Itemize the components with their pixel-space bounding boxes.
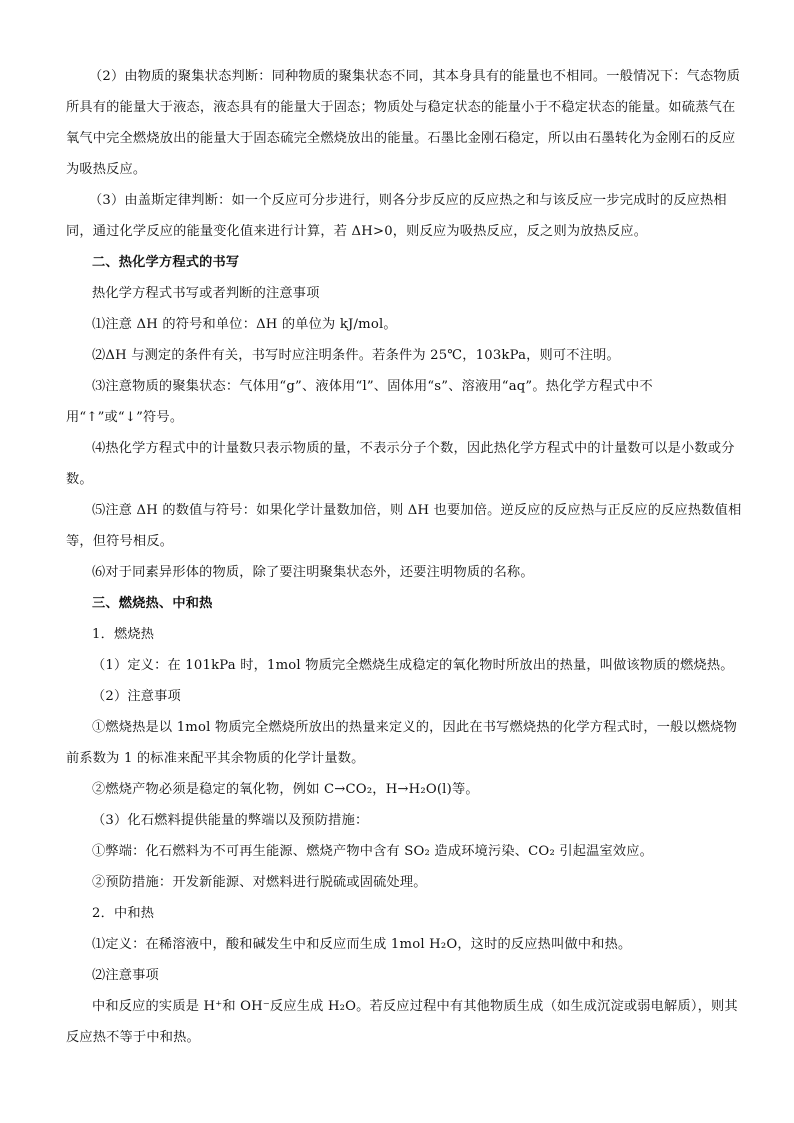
paragraph-notes-intro: 热化学方程式书写或者判断的注意事项 <box>92 286 320 301</box>
list-item-5: ⑸注意 ΔH 的数值与符号：如果化学计量数加倍，则 ΔH 也要加倍。逆反应的反应热与正反应的反应热数值相等，但符号相反。 <box>66 503 742 549</box>
paragraph-prevention: ②预防措施：开发新能源、对燃料进行脱硫或固硫处理。 <box>92 875 427 890</box>
subheading-fossil-fuels: （3）化石燃料提供能量的弊端以及预防措施： <box>92 813 369 828</box>
paragraph-note-2: ②燃烧产物必须是稳定的氧化物，例如 C→CO₂，H→H₂O(l)等。 <box>92 782 479 797</box>
paragraph-note-1: ①燃烧热是以 1mol 物质完全燃烧所放出的热量来定义的，因此在书写燃烧热的化学方程式时，一般以燃烧物前系数为 1 的标准来配平其余物质的化学计量数。 <box>66 720 738 766</box>
subheading-neutralization-heat: 2．中和热 <box>92 906 155 921</box>
paragraph-drawbacks: ①弊端：化石燃料为不可再生能源、燃烧产物中含有 SO₂ 造成环境污染、CO₂ 引起温室效应。 <box>92 844 654 859</box>
section-heading-thermochemical-equation: 二、热化学方程式的书写 <box>92 255 240 270</box>
list-item-2: ⑵ΔH 与测定的条件有关，书写时应注明条件。若条件为 25℃，103kPa，则可不注明。 <box>92 348 620 363</box>
list-item-3: ⑶注意物质的聚集状态：气体用“g”、液体用“l”、固体用“s”、溶液用“aq”。热化学方程式中不用“↑”或“↓”符号。 <box>66 379 653 425</box>
paragraph-neutralization-essence: 中和反应的实质是 H⁺和 OH⁻反应生成 H₂O。若反应过程中有其他物质生成（如生成沉淀或弱电解质），则其反应热不等于中和热。 <box>66 999 738 1045</box>
list-item-6: ⑹对于同素异形体的物质，除了要注明聚集状态外，还要注明物质的名称。 <box>92 565 534 580</box>
paragraph-aggregation-state: （2）由物质的聚集状态判断：同种物质的聚集状态不同，其本身具有的能量也不相同。一般情况下：气态物质所具有的能量大于液态，液态具有的能量大于固态；物质处与稳定状态的能量小于不稳定状态的能量。如硫蒸气在氧气中完全燃烧放出的能量大于固态硫完全燃烧放出的能量。石墨比金刚石稳定，所以由石墨转化为金刚石的反应为吸热反应。 <box>66 69 741 177</box>
subheading-combustion-heat: 1．燃烧热 <box>92 627 155 642</box>
subheading-neutralization-notes: ⑵注意事项 <box>92 968 159 983</box>
paragraph-hess-law: （3）由盖斯定律判断：如一个反应可分步进行，则各分步反应的反应热之和与该反应一步完成时的反应热相同，通过化学反应的能量变化值来进行计算，若 ΔH>0，则反应为吸热反应，反之则为放热反应。 <box>66 193 727 239</box>
list-item-1: ⑴注意 ΔH 的符号和单位：ΔH 的单位为 kJ/mol。 <box>92 317 397 332</box>
paragraph-neutralization-definition: ⑴定义：在稀溶液中，酸和碱发生中和反应而生成 1mol H₂O，这时的反应热叫做中和热。 <box>92 937 632 952</box>
section-heading-combustion-neutralization: 三、燃烧热、中和热 <box>92 596 213 611</box>
paragraph-combustion-definition: （1）定义：在 101kPa 时，1mol 物质完全燃烧生成稳定的氧化物时所放出的热量，叫做该物质的燃烧热。 <box>92 658 734 673</box>
subheading-notes: （2）注意事项 <box>92 689 181 704</box>
list-item-4: ⑷热化学方程式中的计量数只表示物质的量，不表示分子个数，因此热化学方程式中的计量数可以是小数或分数。 <box>66 441 735 487</box>
